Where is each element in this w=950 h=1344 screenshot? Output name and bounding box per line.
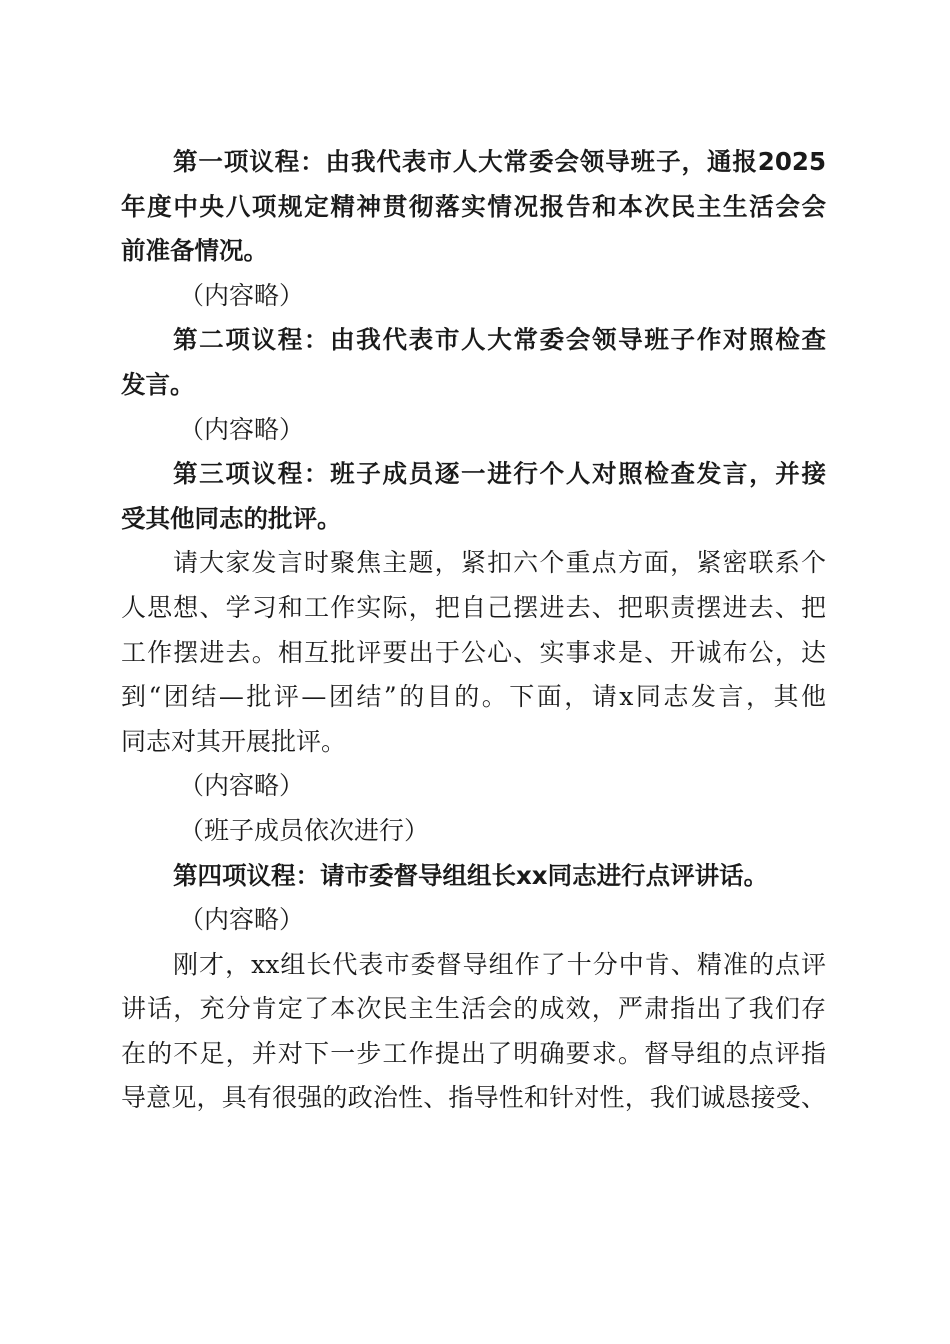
text-line: （班子成员依次进行） <box>179 815 430 845</box>
text-line: 第四项议程：请市委督导组组长xx同志进行点评讲话。 <box>173 860 769 890</box>
text-line: （内容略） <box>179 905 305 935</box>
agenda-heading <box>121 140 826 274</box>
content-note <box>121 809 826 854</box>
content-note <box>121 408 826 453</box>
text-line: （内容略） <box>179 771 305 801</box>
text-line: 在的不足，并对下一步工作提出了明确要求。督导组的点评指 <box>121 1038 826 1068</box>
body-paragraph <box>121 943 826 1121</box>
text-line: 发言。 <box>121 369 195 399</box>
text-line: （内容略） <box>179 414 305 444</box>
text-line: 年度中央八项规定精神贯彻落实情况报告和本次民主生活会会 <box>121 191 826 221</box>
text-line: 受其他同志的批评。 <box>121 503 342 533</box>
text-line: 人思想、学习和工作实际，把自己摆进去、把职责摆进去、把 <box>121 592 826 622</box>
agenda-heading <box>121 318 826 407</box>
text-line: 第一项议程：由我代表市人大常委会领导班子，通报2025 <box>173 147 826 176</box>
text-line: 同志对其开展批评。 <box>121 726 347 756</box>
agenda-heading <box>121 452 826 541</box>
text-line: 导意见，具有很强的政治性、指导性和针对性，我们诚恳接受、 <box>121 1083 826 1113</box>
text-line: 讲话，充分肯定了本次民主生活会的成效，严肃指出了我们存 <box>121 994 826 1024</box>
content-note <box>121 898 826 943</box>
text-line: 刚才，xx组长代表市委督导组作了十分中肯、精准的点评 <box>173 949 826 979</box>
text-line: 第二项议程：由我代表市人大常委会领导班子作对照检查 <box>173 325 826 355</box>
text-line: 第三项议程：班子成员逐一进行个人对照检查发言，并接 <box>173 459 826 489</box>
text-line: 前准备情况。 <box>121 236 268 266</box>
text-line: 请大家发言时聚焦主题，紧扣六个重点方面，紧密联系个 <box>173 548 826 578</box>
body-paragraph <box>121 541 826 764</box>
content-note <box>121 274 826 319</box>
text-line: （内容略） <box>179 280 305 310</box>
text-line: 工作摆进去。相互批评要出于公心、实事求是、开诚布公，达 <box>121 637 826 667</box>
agenda-heading <box>121 854 826 899</box>
content-note <box>121 764 826 809</box>
document-page <box>121 140 826 1121</box>
text-line: 到“团结—批评—团结”的目的。下面，请x同志发言，其他 <box>121 682 826 712</box>
